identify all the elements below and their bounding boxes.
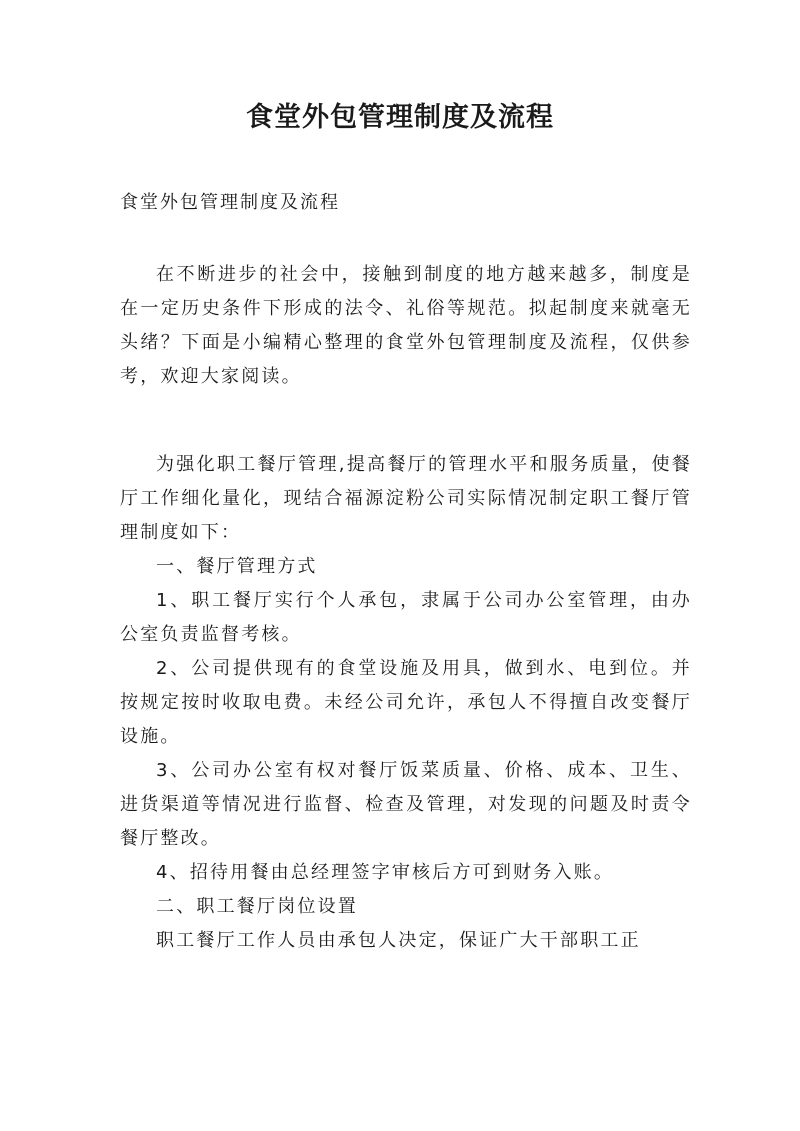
intro-paragraph: 在不断进步的社会中，接触到制度的地方越来越多，制度是在一定历史条件下形成的法令、礼俗等规范。拟起制度来就毫无头绪？下面是小编精心整理的食堂外包管理制度及流程，仅供参考，欢迎大家阅读。 [120, 264, 692, 387]
main-section [120, 448, 692, 958]
paragraph-staffing: 职工餐厅工作人员由承包人决定，保证广大干部职工正 [156, 930, 641, 951]
document-subtitle: 食堂外包管理制度及流程 [120, 192, 340, 213]
section-heading-post-setting: 二、职工餐厅岗位设置 [156, 896, 358, 917]
clause-3: 3、公司办公室有权对餐厅饭菜质量、价格、成本、卫生、进货渠道等情况进行监督、检查及管理，对发现的问题及时责令餐厅整改。 [120, 760, 692, 849]
clause-4: 4、招待用餐由总经理签字审核后方可到财务入账。 [156, 862, 615, 883]
document-title: 食堂外包管理制度及流程 [246, 102, 554, 133]
section-heading-management-method: 一、餐厅管理方式 [156, 556, 318, 577]
clause-1: 1、职工餐厅实行个人承包，隶属于公司办公室管理，由办公室负责监督考核。 [120, 590, 692, 645]
intro-section [120, 258, 692, 394]
paragraph-purpose: 为强化职工餐厅管理,提高餐厅的管理水平和服务质量，使餐厅工作细化量化，现结合福源淀粉公司实际情况制定职工餐厅管理制度如下： [120, 454, 692, 543]
clause-2: 2、公司提供现有的食堂设施及用具，做到水、电到位。并按规定按时收取电费。未经公司允许，承包人不得擅自改变餐厅设施。 [120, 658, 692, 747]
